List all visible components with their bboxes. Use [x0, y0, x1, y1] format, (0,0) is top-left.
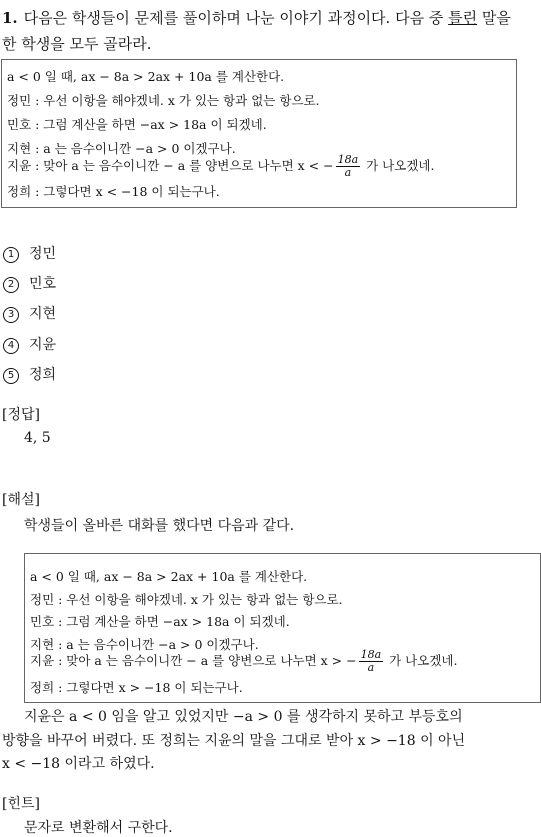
- circled-number: 4: [3, 338, 19, 354]
- dialog-line-4: 지현 : a 는 음수이니깐 −a > 0 이겠구나.: [7, 141, 236, 156]
- explanation-box-line-2: 정민 : 우선 이항을 해야겠네. x 가 있는 항과 없는 항으로.: [30, 592, 343, 607]
- explanation-box-line-4: 지현 : a 는 음수이니깐 −a > 0 이겠구나.: [30, 637, 259, 652]
- explanation-paragraph-line-1: 지윤은 a < 0 임을 알고 있었지만 −a > 0 를 생각하지 못하고 부등호의: [24, 709, 463, 725]
- answer-heading: [정답]: [2, 407, 40, 423]
- fraction: $\frac{18a}{a}$: [337, 153, 359, 179]
- circled-number: 1: [3, 247, 19, 263]
- dialog-line-1: a < 0 일 때, ax − 8a > 2ax + 10a 를 계산한다.: [7, 69, 285, 84]
- hint-heading: [힌트]: [2, 796, 40, 812]
- choice-3[interactable]: 3 지현: [3, 303, 56, 323]
- circled-number: 5: [3, 368, 19, 384]
- choice-1[interactable]: 1 정민: [3, 243, 56, 263]
- choice-2[interactable]: 2 민호: [3, 273, 56, 293]
- question-line-2: 한 학생을 모두 골라라.: [2, 35, 152, 53]
- explanation-box-line-5: 지윤 : 맞아 a 는 음수이니깐 − a 를 양변으로 나누면 x > − $\frac{18a}{a}$ 가 나오겠네.: [30, 648, 458, 674]
- circled-number: 2: [3, 277, 19, 293]
- explanation-paragraph-line-2: 방향을 바꾸어 버렸다. 또 정희는 지윤의 말을 그대로 받아 x > −18 이 아닌: [2, 733, 466, 749]
- choice-4[interactable]: 4 지윤: [3, 334, 56, 354]
- dialog-line-3: 민호 : 그럼 계산을 하면 −ax > 18a 이 되겠네.: [7, 117, 267, 132]
- hint-text: 문자로 변환해서 구한다.: [24, 820, 173, 836]
- answer-value: 4, 5: [24, 430, 51, 446]
- explanation-intro: 학생들이 올바른 대화를 했다면 다음과 같다.: [24, 518, 295, 534]
- question-line-1: 1. 다음은 학생들이 문제를 풀이하며 나눈 이야기 과정이다. 다음 중 틀린 말을: [2, 9, 511, 27]
- dialog-line-6: 정희 : 그렇다면 x < −18 이 되는구나.: [7, 184, 220, 199]
- explanation-box-line-1: a < 0 일 때, ax − 8a > 2ax + 10a 를 계산한다.: [30, 569, 308, 584]
- explanation-paragraph-line-3: x < −18 이라고 하였다.: [2, 756, 155, 772]
- explanation-heading: [해설]: [2, 492, 40, 508]
- explanation-box-line-6: 정희 : 그렇다면 x > −18 이 되는구나.: [30, 680, 243, 695]
- question-number: 1.: [2, 9, 18, 27]
- fraction: $\frac{18a}{a}$: [360, 648, 382, 674]
- dialog-line-5: 지윤 : 맞아 a 는 음수이니깐 − a 를 양변으로 나누면 x < − $\frac{18a}{a}$ 가 나오겠네.: [7, 153, 435, 179]
- circled-number: 3: [3, 307, 19, 323]
- dialog-line-2: 정민 : 우선 이항을 해야겠네. x 가 있는 항과 없는 항으로.: [7, 93, 320, 108]
- choice-5[interactable]: 5 정희: [3, 364, 56, 384]
- explanation-box-line-3: 민호 : 그럼 계산을 하면 −ax > 18a 이 되겠네.: [30, 614, 290, 629]
- underlined-word: 틀린: [448, 9, 478, 27]
